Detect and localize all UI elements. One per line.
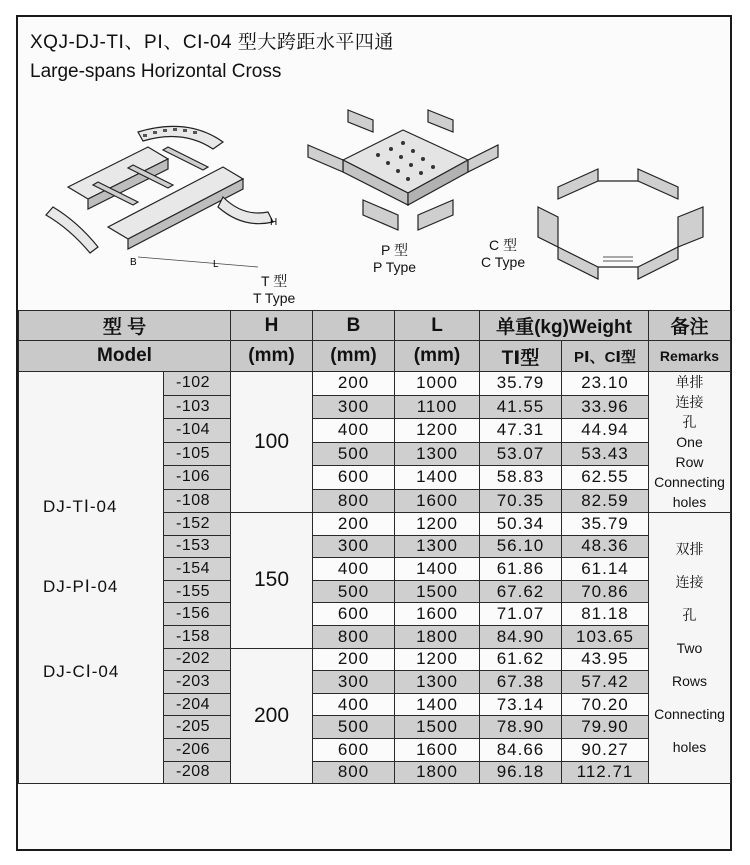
length-l-value: 1400 [395,466,480,490]
width-b-value: 600 [313,466,395,490]
weight-pc-value: 81.18 [562,603,649,626]
width-b-value: 200 [313,372,395,396]
width-b-value: 400 [313,419,395,443]
width-b-value: 300 [313,535,395,558]
spec-sheet-frame [16,15,732,851]
remark-line: Row [675,454,704,470]
length-l-value: 1000 [395,372,480,396]
weight-t-value: 84.90 [480,625,562,648]
weight-t-value: 70.35 [480,489,562,513]
remark-line: Connecting [654,705,725,722]
spec-table-body [19,372,731,784]
header-l-unit: (mm) [395,341,480,372]
length-l-value: 1300 [395,671,480,694]
length-l-value: 1600 [395,489,480,513]
header-weight-pc: PⅠ、CⅠ型 [562,341,649,372]
weight-pc-value: 57.42 [562,671,649,694]
weight-pc-value: 48.36 [562,535,649,558]
c-type-caption: C 型 C Type [481,237,526,270]
t-type-illustration [38,107,288,277]
weight-t-value: 73.14 [480,693,562,716]
p-type-caption: P 型 P Type [373,242,417,275]
weight-t-value: 53.07 [480,442,562,466]
header-model-cn: 型 号 [19,311,231,341]
model-suffix: -108 [164,489,231,513]
remark-line: Connecting [654,474,725,490]
remark-line: 连接 [675,573,704,590]
model-suffix: -205 [164,716,231,739]
length-l-value: 1400 [395,558,480,581]
length-l-value: 1200 [395,648,480,671]
model-suffix: -103 [164,395,231,419]
weight-pc-value: 44.94 [562,419,649,443]
length-l-value: 1500 [395,580,480,603]
header-model-en: Model [19,341,231,372]
model-name: DJ-PⅠ-04 [43,577,119,596]
header-weight-t: TⅠ型 [480,341,562,372]
p-type-illustration [303,105,503,255]
remark-line: 孔 [682,414,697,430]
weight-t-value: 56.10 [480,535,562,558]
weight-pc-value: 79.90 [562,716,649,739]
length-l-value: 1400 [395,693,480,716]
remarks-cell [649,513,731,784]
model-suffix: -206 [164,738,231,761]
width-b-value: 200 [313,648,395,671]
remark-line: holes [672,494,707,510]
remark-line: 孔 [682,606,697,623]
width-b-value: 800 [313,761,395,784]
model-name: DJ-TⅠ-04 [43,497,118,516]
model-suffix: -104 [164,419,231,443]
remark-line: holes [672,738,707,755]
model-suffix: -102 [164,372,231,396]
header-remark-cn: 备注 [649,311,731,341]
remark-line: Two [676,639,703,656]
weight-t-value: 61.86 [480,558,562,581]
width-b-value: 500 [313,580,395,603]
weight-pc-value: 23.10 [562,372,649,396]
remark-line: Rows [671,672,707,689]
weight-t-value: 50.34 [480,513,562,536]
title-chinese: XQJ-DJ-TⅠ、PⅠ、CⅠ-04 型大跨距水平四通 [30,32,394,53]
weight-t-value: 96.18 [480,761,562,784]
weight-t-value: 71.07 [480,603,562,626]
width-b-value: 200 [313,513,395,536]
weight-t-value: 47.31 [480,419,562,443]
weight-pc-value: 90.27 [562,738,649,761]
length-l-value: 1600 [395,603,480,626]
weight-t-value: 67.38 [480,671,562,694]
width-b-value: 300 [313,671,395,694]
header-remark-en: Remarks [649,341,731,372]
length-l-value: 1200 [395,419,480,443]
model-names-cell [19,372,164,784]
width-b-value: 800 [313,489,395,513]
model-name: DJ-CⅠ-04 [43,662,120,681]
height-value: 200 [231,648,313,784]
model-suffix: -105 [164,442,231,466]
weight-pc-value: 61.14 [562,558,649,581]
weight-pc-value: 33.96 [562,395,649,419]
model-suffix: -208 [164,761,231,784]
weight-pc-value: 82.59 [562,489,649,513]
remark-line: 连接 [675,394,704,410]
width-b-value: 300 [313,395,395,419]
width-b-value: 500 [313,442,395,466]
length-l-value: 1300 [395,535,480,558]
weight-t-value: 78.90 [480,716,562,739]
model-suffix: -153 [164,535,231,558]
width-b-value: 800 [313,625,395,648]
weight-pc-value: 35.79 [562,513,649,536]
weight-pc-value: 43.95 [562,648,649,671]
dim-l-label: L [213,259,219,270]
model-suffix: -204 [164,693,231,716]
width-b-value: 400 [313,558,395,581]
remarks-cell [649,372,731,513]
length-l-value: 1800 [395,761,480,784]
weight-pc-value: 53.43 [562,442,649,466]
model-suffix: -154 [164,558,231,581]
weight-pc-value: 62.55 [562,466,649,490]
length-l-value: 1200 [395,513,480,536]
width-b-value: 400 [313,693,395,716]
dim-h-label: H [270,217,278,228]
model-suffix: -156 [164,603,231,626]
weight-t-value: 84.66 [480,738,562,761]
model-suffix: -203 [164,671,231,694]
table-row [19,372,731,396]
weight-pc-value: 70.20 [562,693,649,716]
weight-pc-value: 103.65 [562,625,649,648]
product-diagrams [18,97,730,312]
remark-line: 单排 [675,374,704,390]
model-suffix: -152 [164,513,231,536]
c-type-illustration [528,157,718,287]
weight-t-value: 35.79 [480,372,562,396]
dim-b-label: B [130,257,137,268]
weight-pc-value: 112.71 [562,761,649,784]
remark-line: One [676,434,703,450]
length-l-value: 1100 [395,395,480,419]
model-suffix: -106 [164,466,231,490]
width-b-value: 500 [313,716,395,739]
weight-t-value: 41.55 [480,395,562,419]
weight-t-value: 61.62 [480,648,562,671]
header-b-unit: (mm) [313,341,395,372]
header-h-unit: (mm) [231,341,313,372]
remark-line: 双排 [675,540,704,557]
spec-table [18,310,731,784]
header-l: L [395,311,480,341]
height-value: 150 [231,513,313,649]
length-l-value: 1800 [395,625,480,648]
weight-t-value: 58.83 [480,466,562,490]
title-english: Large-spans Horizontal Cross [30,61,282,82]
length-l-value: 1500 [395,716,480,739]
t-type-caption: T 型 T Type [253,273,296,306]
model-suffix: -158 [164,625,231,648]
header-weight: 单重(kg)Weight [480,311,649,341]
model-suffix: -202 [164,648,231,671]
width-b-value: 600 [313,738,395,761]
width-b-value: 600 [313,603,395,626]
weight-pc-value: 70.86 [562,580,649,603]
length-l-value: 1300 [395,442,480,466]
weight-t-value: 67.62 [480,580,562,603]
header-b: B [313,311,395,341]
length-l-value: 1600 [395,738,480,761]
header-h: H [231,311,313,341]
height-value: 100 [231,372,313,513]
model-suffix: -155 [164,580,231,603]
